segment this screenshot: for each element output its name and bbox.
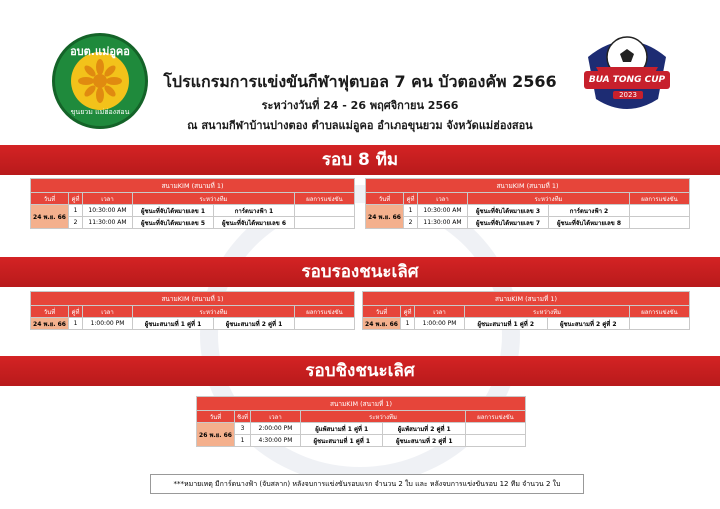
flower-icon xyxy=(71,52,129,110)
date-cell: 24 พ.ย. 66 xyxy=(366,205,404,229)
round-8-banner: รอบ 8 ทีม xyxy=(0,145,720,175)
col-date: วันที่ xyxy=(31,306,69,318)
col-no: คู่ที่ xyxy=(401,306,415,318)
table-row xyxy=(31,217,355,229)
match-no: 2 xyxy=(404,217,418,229)
match-result xyxy=(630,205,690,217)
col-time: เวลา xyxy=(250,411,300,423)
venue-text: ณ สนามกีฬาบ้านปางตอง ตำบลแม่อูคอ อำเภอขุนยวม จังหวัดแม่ฮ่องสอน xyxy=(187,119,533,132)
logo-bottom-text: ขุนยวม แม่ฮ่องสอน xyxy=(70,108,130,116)
semifinal-table-right xyxy=(362,291,690,330)
team-a: ผู้ชนะที่จับได้หมายเลข 1 xyxy=(133,205,214,217)
date-cell: 24 พ.ย. 66 xyxy=(31,205,69,229)
logo-top-text: อบต.แม่อูคอ xyxy=(70,45,130,58)
match-no: 3 xyxy=(235,423,251,435)
col-no: คู่ที่ xyxy=(69,193,83,205)
team-a: ผู้ชนะสนามที่ 1 คู่ที่ 2 xyxy=(465,318,548,330)
team-b: การ์ดนางฟ้า 1 xyxy=(214,205,295,217)
col-teams: ระหว่างทีม xyxy=(133,306,295,318)
team-b: ผู้ชนะที่จับได้หมายเลข 6 xyxy=(214,217,295,229)
match-no: 1 xyxy=(69,318,83,330)
match-result xyxy=(630,318,690,330)
table-row xyxy=(363,318,690,330)
match-no: 1 xyxy=(404,205,418,217)
date-cell: 24 พ.ย. 66 xyxy=(363,318,401,330)
semifinal-banner: รอบรองชนะเลิศ xyxy=(0,257,720,287)
team-a: ผู้ชนะสนามที่ 1 คู่ที่ 1 xyxy=(300,435,383,447)
match-time: 11:30:00 AM xyxy=(418,217,468,229)
match-result xyxy=(295,217,355,229)
match-result xyxy=(466,423,526,435)
table-row xyxy=(31,318,355,330)
match-time: 10:30:00 AM xyxy=(83,205,133,217)
match-no: 1 xyxy=(401,318,415,330)
round-8-table-left xyxy=(30,178,355,229)
venue-header: สนามKIM (สนามที่ 1) xyxy=(31,179,355,193)
table-row xyxy=(197,423,526,435)
col-time: เวลา xyxy=(83,193,133,205)
organization-logo xyxy=(52,33,148,129)
match-result xyxy=(295,318,355,330)
team-a: ผู้ชนะสนามที่ 1 คู่ที่ 1 xyxy=(133,318,214,330)
match-result xyxy=(466,435,526,447)
logo-year: 2023 xyxy=(613,91,643,99)
col-date: วันที่ xyxy=(197,411,235,423)
col-time: เวลา xyxy=(415,306,465,318)
col-teams: ระหว่างทีม xyxy=(468,193,630,205)
col-no: คู่ที่ xyxy=(69,306,83,318)
venue-header: สนามKIM (สนามที่ 1) xyxy=(31,292,355,306)
round-8-table-right xyxy=(365,178,690,229)
match-result xyxy=(295,205,355,217)
match-time: 2:00:00 PM xyxy=(250,423,300,435)
team-a: ผู้แพ้สนามที่ 1 คู่ที่ 1 xyxy=(300,423,383,435)
tournament-logo xyxy=(578,27,676,117)
match-no: 2 xyxy=(69,217,83,229)
footnote: ***หมายเหตุ มีการ์ดนางฟ้า (จับสลาก) หลังจบการแข่งขันรอบแรก จำนวน 2 ใบ และ หลังจบการแข่งขันรอบ 12 ทีม จำนวน 2 ใบ xyxy=(150,474,584,494)
col-date: วันที่ xyxy=(366,193,404,205)
team-b: ผู้ชนะสนามที่ 2 คู่ที่ 1 xyxy=(214,318,295,330)
team-b: ผู้แพ้สนามที่ 2 คู่ที่ 1 xyxy=(383,423,466,435)
col-teams: ระหว่างทีม xyxy=(465,306,630,318)
logo-badge-text: BUA TONG CUP xyxy=(584,71,670,89)
col-result: ผลการแข่งขัน xyxy=(295,306,355,318)
match-result xyxy=(630,217,690,229)
match-no: 1 xyxy=(235,435,251,447)
date-cell: 24 พ.ย. 66 xyxy=(31,318,69,330)
col-result: ผลการแข่งขัน xyxy=(630,193,690,205)
team-a: ผู้ชนะที่จับได้หมายเลข 7 xyxy=(468,217,549,229)
match-time: 1:00:00 PM xyxy=(83,318,133,330)
final-banner: รอบชิงชนะเลิศ xyxy=(0,356,720,386)
table-row xyxy=(31,205,355,217)
team-b: ผู้ชนะสนามที่ 2 คู่ที่ 2 xyxy=(547,318,630,330)
col-date: วันที่ xyxy=(31,193,69,205)
table-row xyxy=(366,217,690,229)
venue-header: สนามKIM (สนามที่ 1) xyxy=(363,292,690,306)
team-b: การ์ดนางฟ้า 2 xyxy=(549,205,630,217)
table-row xyxy=(366,205,690,217)
venue-header: สนามKIM (สนามที่ 1) xyxy=(197,397,526,411)
venue-header: สนามKIM (สนามที่ 1) xyxy=(366,179,690,193)
date-cell: 26 พ.ย. 66 xyxy=(197,423,235,447)
match-time: 1:00:00 PM xyxy=(415,318,465,330)
col-teams: ระหว่างทีม xyxy=(133,193,295,205)
semifinal-table-left xyxy=(30,291,355,330)
table-row xyxy=(197,435,526,447)
team-a: ผู้ชนะที่จับได้หมายเลข 5 xyxy=(133,217,214,229)
final-table xyxy=(196,396,526,447)
match-no: 1 xyxy=(69,205,83,217)
page-title: โปรแกรมการแข่งขันกีฬาฟุตบอล 7 คน บัวตองคัพ 2566 xyxy=(163,72,557,91)
col-result: ผลการแข่งขัน xyxy=(466,411,526,423)
team-b: ผู้ชนะสนามที่ 2 คู่ที่ 1 xyxy=(383,435,466,447)
match-time: 11:30:00 AM xyxy=(83,217,133,229)
page-subtitle: ระหว่างวันที่ 24 - 26 พฤศจิกายน 2566 xyxy=(261,99,459,112)
team-b: ผู้ชนะที่จับได้หมายเลข 8 xyxy=(549,217,630,229)
col-result: ผลการแข่งขัน xyxy=(630,306,690,318)
match-time: 10:30:00 AM xyxy=(418,205,468,217)
match-time: 4:30:00 PM xyxy=(250,435,300,447)
team-a: ผู้ชนะที่จับได้หมายเลข 3 xyxy=(468,205,549,217)
col-no: ชิงที่ xyxy=(235,411,251,423)
col-result: ผลการแข่งขัน xyxy=(295,193,355,205)
col-time: เวลา xyxy=(418,193,468,205)
col-no: คู่ที่ xyxy=(404,193,418,205)
col-date: วันที่ xyxy=(363,306,401,318)
col-time: เวลา xyxy=(83,306,133,318)
col-teams: ระหว่างทีม xyxy=(300,411,465,423)
